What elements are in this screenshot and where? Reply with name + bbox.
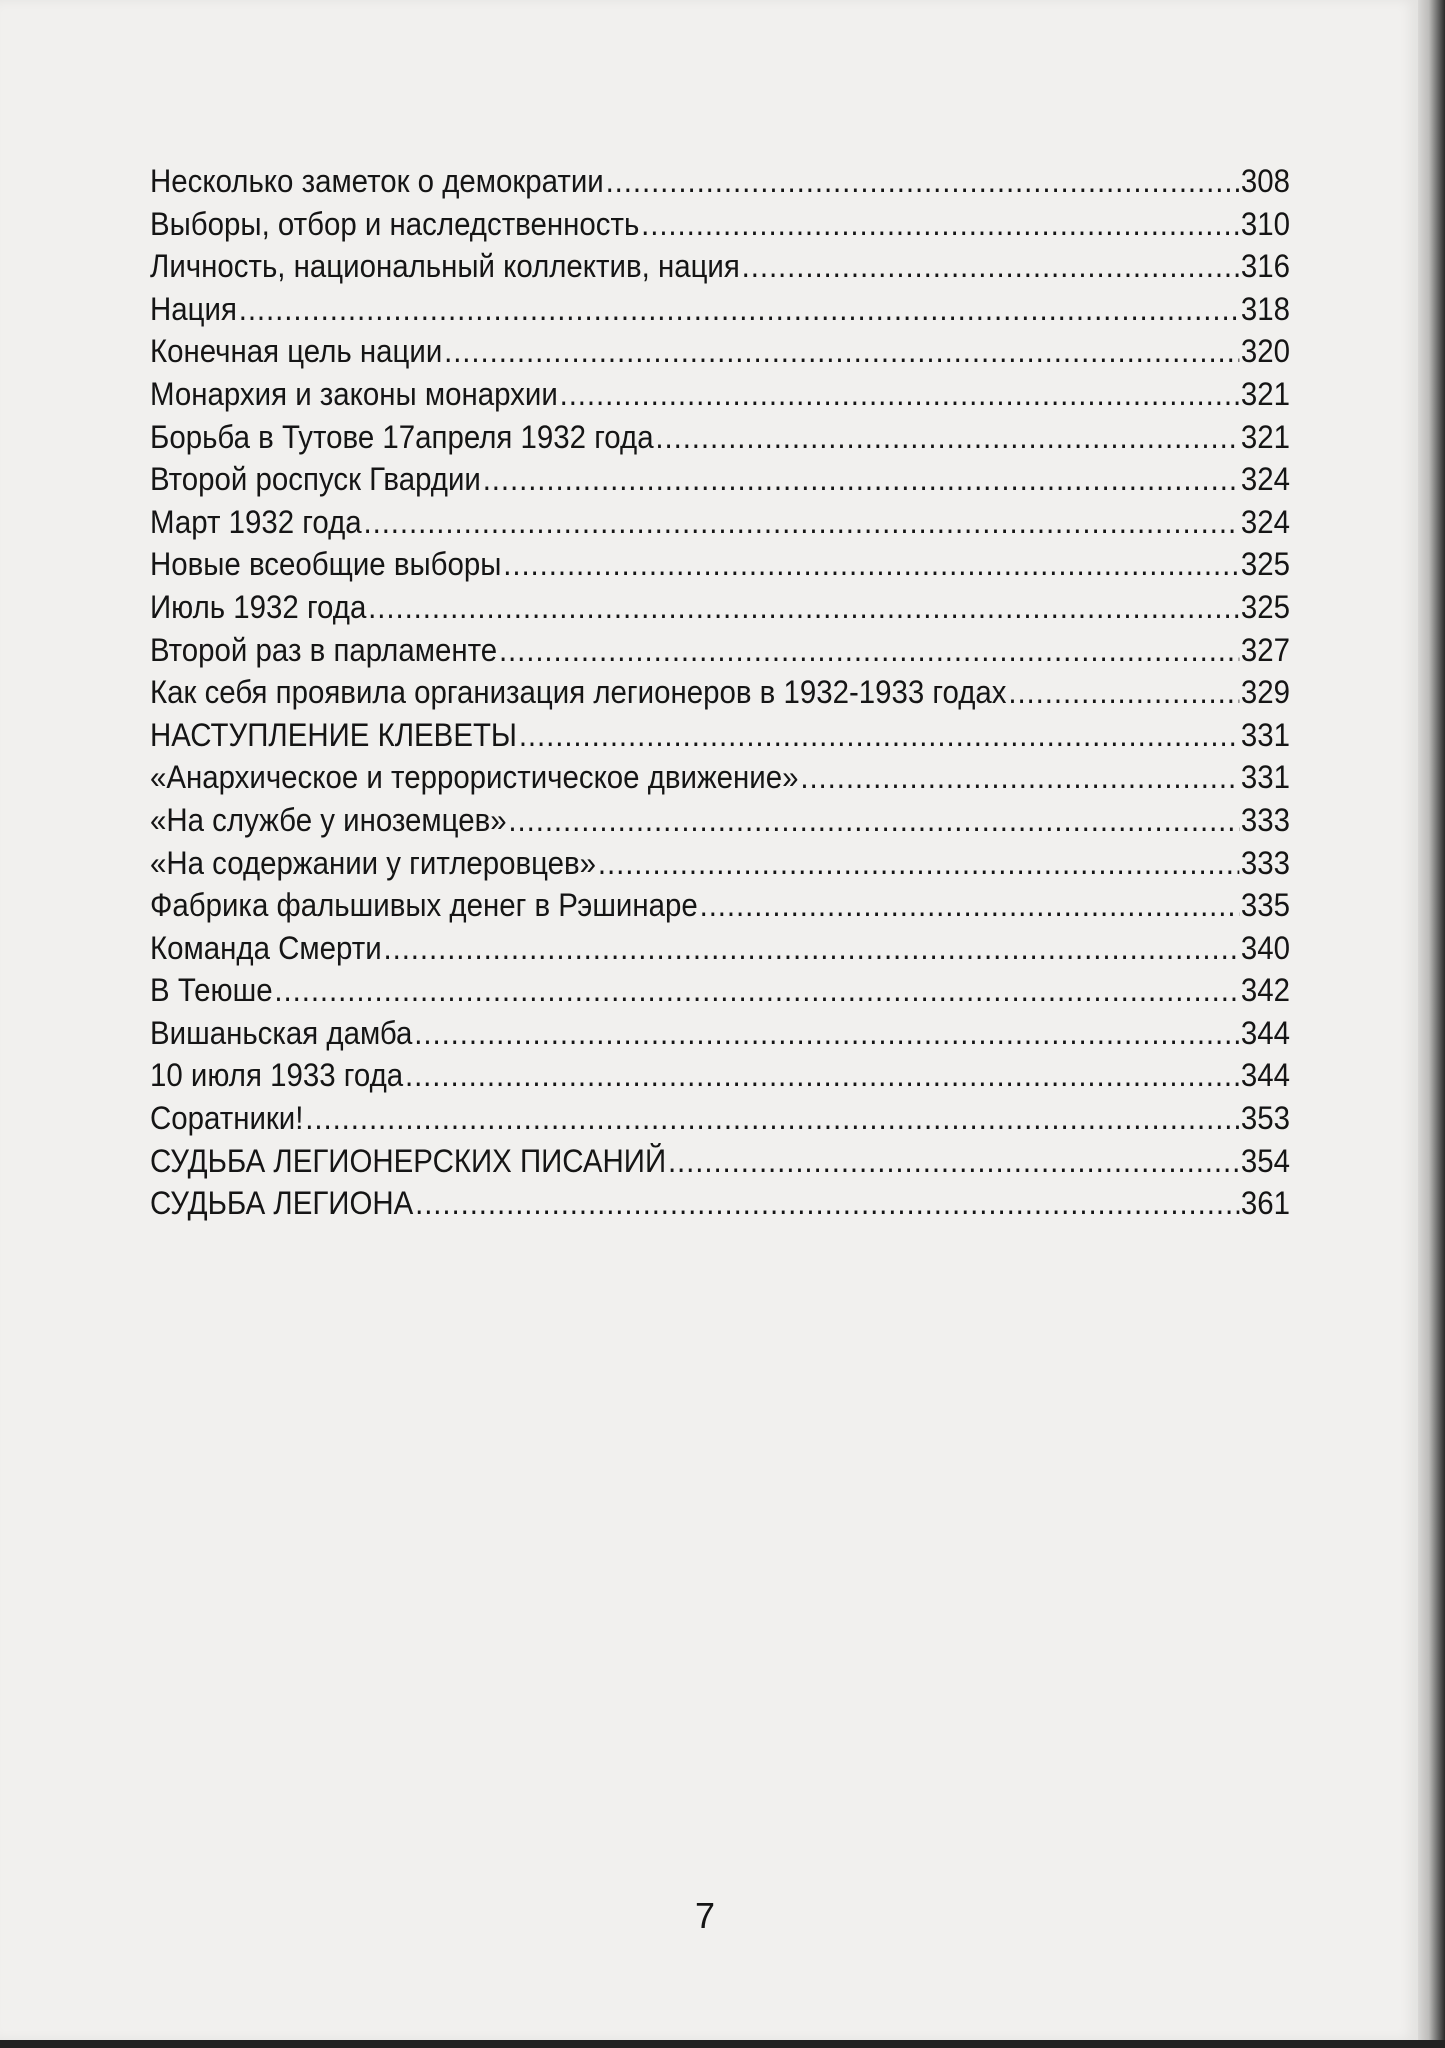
toc-entry-title: В Теюше [150, 972, 273, 1009]
toc-entry [150, 629, 1290, 672]
toc-entry-page: 342 [1240, 972, 1291, 1009]
toc-entry-page: 321 [1240, 375, 1291, 412]
toc-dot-leader [668, 1140, 1239, 1182]
toc-entry-page: 354 [1240, 1142, 1291, 1179]
toc-entry-title: Конечная цель нации [150, 333, 443, 370]
toc-entry [150, 756, 1290, 799]
toc-entry [150, 543, 1290, 586]
toc-entry [150, 842, 1290, 885]
page-edge [1418, 0, 1445, 2048]
toc-entry [150, 671, 1290, 714]
toc-entry-page: 316 [1240, 248, 1291, 285]
toc-entry-title: Нация [150, 290, 237, 327]
toc-dot-leader [503, 543, 1239, 585]
toc-dot-leader [444, 330, 1239, 372]
toc-dot-leader [368, 586, 1239, 628]
toc-entry-title: Второй раз в парламенте [150, 631, 498, 668]
toc-entry-page: 327 [1240, 631, 1291, 668]
toc-dot-leader [1008, 671, 1239, 713]
toc-entry-page: 318 [1240, 290, 1291, 327]
toc-entry-page: 335 [1240, 887, 1291, 924]
toc-entry-title: Июль 1932 года [150, 588, 367, 625]
toc-entry-page: 333 [1240, 801, 1291, 838]
toc-entry-title: «На службе у иноземцев» [150, 801, 507, 838]
toc-entry-title: Выборы, отбор и наследственность [150, 205, 640, 242]
toc-entry [150, 203, 1290, 246]
toc-dot-leader [414, 1012, 1239, 1054]
toc-dot-leader [274, 969, 1239, 1011]
toc-entry-title: Борьба в Тутове 17апреля 1932 года [150, 418, 654, 455]
toc-entry [150, 884, 1290, 927]
toc-entry-page: 324 [1240, 503, 1291, 540]
toc-entry [150, 501, 1290, 544]
toc-entry-title: «Анархическое и террористическое движение» [150, 759, 799, 796]
toc-entry-page: 321 [1240, 418, 1291, 455]
scan-border [0, 2040, 1445, 2048]
table-of-contents [150, 160, 1290, 1225]
toc-entry [150, 1097, 1290, 1140]
toc-entry [150, 245, 1290, 288]
toc-entry [150, 160, 1290, 203]
toc-entry [150, 1054, 1290, 1097]
toc-dot-leader [305, 1097, 1239, 1139]
toc-entry-title: «На содержании у гитлеровцев» [150, 844, 597, 881]
toc-entry-title: Как себя проявила организация легионеров в 1932-1933 годах [150, 674, 1007, 711]
toc-entry-page: 333 [1240, 844, 1291, 881]
toc-dot-leader [405, 1054, 1239, 1096]
toc-dot-leader [606, 160, 1240, 202]
toc-entry-title: Новые всеобщие выборы [150, 546, 502, 583]
toc-entry-title: Команда Смерти [150, 929, 382, 966]
toc-entry [150, 1140, 1290, 1183]
toc-entry-title: Соратники! [150, 1100, 304, 1137]
toc-entry-page: 340 [1240, 929, 1291, 966]
toc-dot-leader [655, 416, 1239, 458]
toc-entry [150, 458, 1290, 501]
toc-entry-title: СУДЬБА ЛЕГИОНЕРСКИХ ПИСАНИЙ [150, 1142, 667, 1179]
toc-entry-page: 325 [1240, 588, 1291, 625]
toc-entry [150, 969, 1290, 1012]
toc-entry [150, 288, 1290, 331]
toc-entry-title: Личность, национальный коллектив, нация [150, 248, 740, 285]
toc-entry [150, 927, 1290, 970]
toc-entry [150, 1012, 1290, 1055]
toc-entry-page: 344 [1240, 1014, 1291, 1051]
toc-entry-page: 361 [1240, 1185, 1291, 1222]
toc-dot-leader [483, 458, 1239, 500]
toc-entry-title: Несколько заметок о демократии [150, 163, 604, 199]
toc-entry [150, 1182, 1290, 1225]
toc-entry-title: Монархия и законы монархии [150, 375, 558, 412]
toc-entry [150, 330, 1290, 373]
toc-entry [150, 373, 1290, 416]
toc-dot-leader [800, 756, 1239, 798]
toc-entry-title: Март 1932 года [150, 503, 362, 540]
toc-entry [150, 586, 1290, 629]
toc-dot-leader [363, 501, 1239, 543]
toc-entry-page: 320 [1240, 333, 1291, 370]
toc-entry-page: 308 [1240, 163, 1291, 199]
toc-dot-leader [508, 799, 1239, 841]
toc-entry [150, 416, 1290, 459]
toc-dot-leader [598, 842, 1239, 884]
toc-entry-page: 344 [1240, 1057, 1291, 1094]
toc-entry-page: 310 [1240, 205, 1291, 242]
toc-dot-leader [415, 1182, 1239, 1224]
toc-entry-page: 331 [1240, 759, 1291, 796]
toc-entry-page: 331 [1240, 716, 1291, 753]
toc-entry-page: 353 [1240, 1100, 1291, 1137]
toc-dot-leader [519, 714, 1239, 756]
toc-dot-leader [742, 245, 1239, 287]
toc-dot-leader [641, 203, 1239, 245]
toc-entry-title: НАСТУПЛЕНИЕ КЛЕВЕТЫ [150, 716, 517, 753]
toc-entry-title: Фабрика фальшивых денег в Рэшинаре [150, 887, 698, 924]
toc-dot-leader [560, 373, 1239, 415]
toc-entry-page: 325 [1240, 546, 1291, 583]
page-number: 7 [694, 1895, 716, 1936]
toc-dot-leader [700, 884, 1239, 926]
toc-entry-title: Второй роспуск Гвардии [150, 461, 481, 498]
toc-dot-leader [239, 288, 1239, 330]
toc-entry-title: 10 июля 1933 года [150, 1057, 404, 1094]
toc-entry-title: СУДЬБА ЛЕГИОНА [150, 1185, 414, 1222]
toc-entry-title: Вишаньская дамба [150, 1014, 413, 1051]
toc-dot-leader [383, 927, 1239, 969]
toc-entry-page: 329 [1240, 674, 1291, 711]
toc-dot-leader [499, 629, 1239, 671]
toc-entry [150, 714, 1290, 757]
toc-entry-page: 324 [1240, 461, 1291, 498]
toc-entry [150, 799, 1290, 842]
